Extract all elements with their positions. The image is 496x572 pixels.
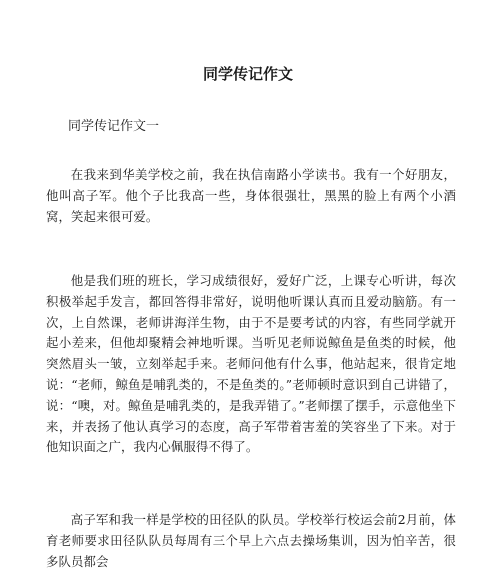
document-subtitle: 同学传记作文一 xyxy=(68,119,160,134)
paragraph-3: 高子军和我一样是学校的田径队的队员。学校举行校运会前2月前，体育老师要求田径队队员每周有三个早上六点去操场集训，因为怕辛苦，很多队员都会 xyxy=(46,512,456,569)
paragraph-1: 在我来到华美学校之前，我在执信南路小学读书。我有一个好朋友，他叫高子军。他个子比我高一些，身体很强壮，黑黑的脸上有两个小酒窝，笑起来很可爱。 xyxy=(46,167,456,224)
paragraph-2: 他是我们班的班长，学习成绩很好，爱好广泛，上课专心听讲，每次积极举起手发言，都回答得非常好，说明他听课认真而且爱动脑筋。有一次，上自然课，老师讲海洋生物，由于不是要考试的内容，有些同学就开起小差来，但他却聚精会神地听课。当听见老师说鲸鱼是鱼类的时候，他突然眉头一皱，立刻举起手来。老师问他有什么事，他站起来，很肯定地说：“老师，鲸鱼是哺乳类的，不是鱼类的。”老师顿时意识到自己讲错了，说：“噢，对。鲸鱼是哺乳类的，是我弄错了。”老师摆了摆手，示意他坐下来，并表扬了他认真学习的态度，高子军带着害羞的笑容坐了下来。对于他知识面之广，我内心佩服得不得了。 xyxy=(46,273,456,455)
document-title: 同学传记作文 xyxy=(202,65,293,83)
